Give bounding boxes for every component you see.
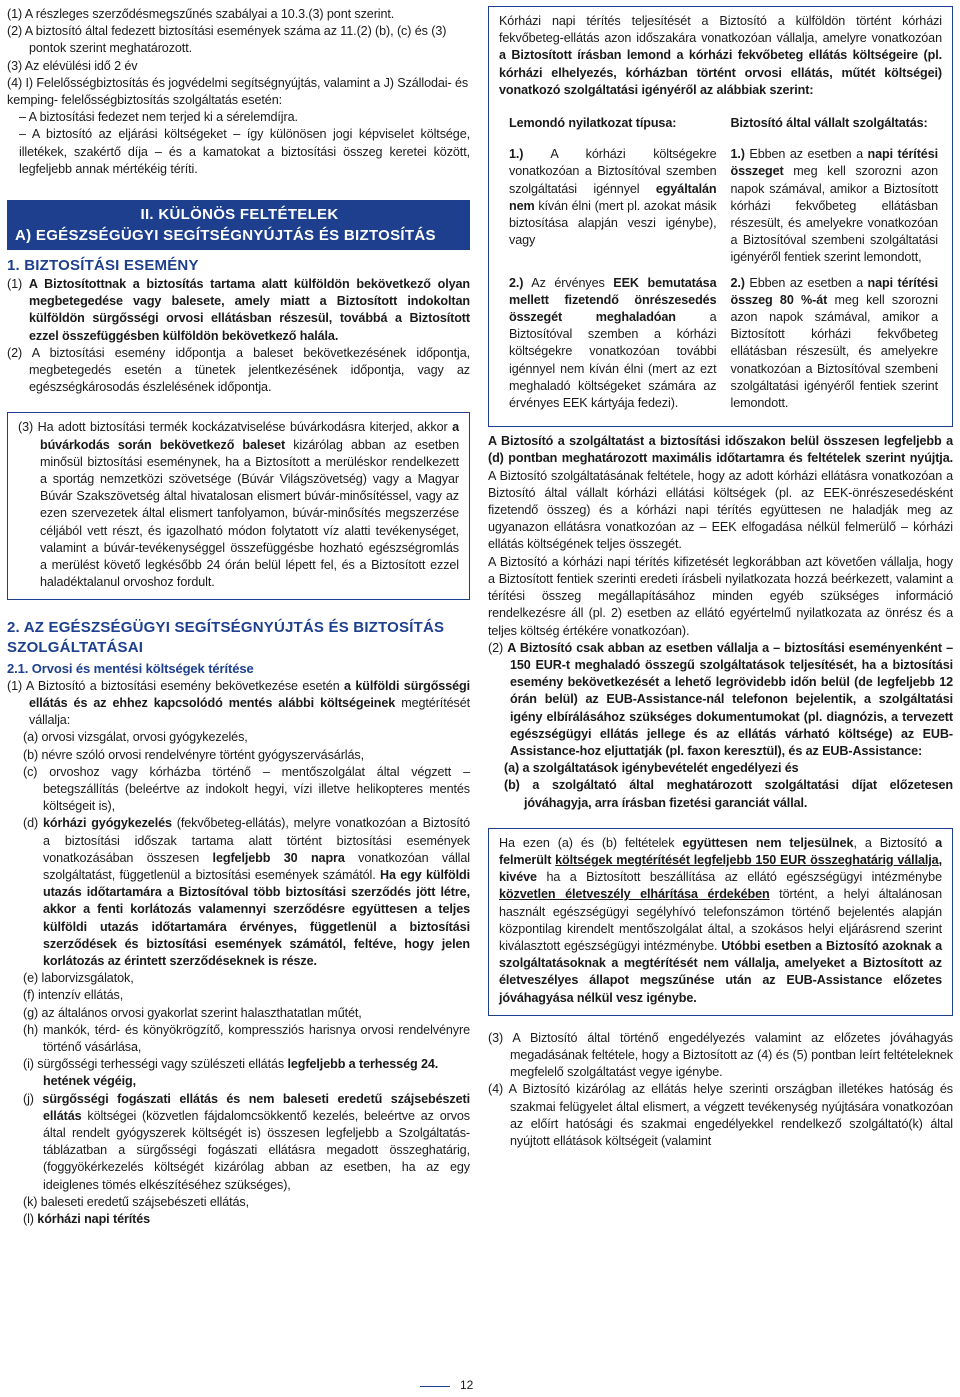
- subsection-2-1-heading: 2.1. Orvosi és mentési költségek térítése: [7, 661, 254, 677]
- assistance-condition: (2) A Biztosító csak abban az esetben vállalja a – biztosítási eseményenként – 150 EUR-t meghaladó összegű szolgáltatások teljesítését, ha a biztosítási esemény bekövetkezését a lehető legrövidebb időn belül (de legfeljebb 12 órán belül) az EUB-Assistance-nál telefonon bejelentik, a szolgáltatási igény elbírálásához szükséges dokumentumokat (pl. diagnózis, a tervezett egészségügyi ellátás jellege és az ellátás várható költsége) az EUB-Assistance-hoz eljuttatják (pl. faxon keresztül), és az EUB-Assistance:: [488, 640, 953, 758]
- limit-rule: Ha ezen (a) és (b) feltételek együttesen nem teljesülnek, a Biztosító a felmerült költségek megtérítését legfeljebb 150 EUR összeghatárig vállalja, kivéve ha a Biztosított beszállítása az ellátó egészségügyi intézménybe közvetlen életveszély elhárítása érdekében történt, a helyi általánosan használt egészségügyi segélyhívó telefonszámon történő bejelentés alapján központilag kirendelt mentőszolgálat által, a szokásos helyi eljárásrend szerint kiválasztott egészségügyi intézménybe. Utóbbi esetben a Biztosító azoknak a szolgáltatásoknak a megtérítését nem vállalja, amelyeket a Biztosított az életveszélyes állapot megszűnése után az EUB-Assistance előzetes jóváhagyása nélkül vesz igénybe.: [499, 835, 942, 1005]
- banner-subtitle: A) EGÉSZSÉGÜGYI SEGÍTSÉGNYÚJTÁS ÉS BIZTOSÍTÁS: [15, 227, 436, 245]
- line-liability-intro: (4) I) Felelősségbiztosítás és jogvédelmi segítségnyújtás, valamint a J) Szállodai- és kemping- felelősségbiztosítás szolgáltatás esetén:: [7, 75, 469, 108]
- line-limitation-period: (3) Az elévülési idő 2 év: [7, 58, 138, 73]
- recognized-provider: (4) A Biztosító kizárólag az ellátás helye szerinti országban illetékes hatóság és szakmai felügyelet által elismert, a végzett tevékenység nyújtására vonatkozóan az előírt hatósági és szakmai engedélyekkel rendelkező szolgáltató(k) által nyújtott ellátások költségeit (valamint: [488, 1082, 953, 1148]
- special-conditions-banner: [7, 200, 470, 250]
- section-1-heading: 1. BIZTOSÍTÁSI ESEMÉNY: [7, 257, 199, 275]
- page-number: 12: [460, 1378, 474, 1392]
- banner-title: II. KÜLÖNÖS FELTÉTELEK: [140, 206, 339, 224]
- limit-box: [488, 828, 953, 1016]
- costs-intro: (1) A Biztosító a biztosítási esemény bekövetkezése esetén a külföldi sürgősségi ellátás és az ehhez kapcsolódó mentés alábbi költségeinek megtérítését vállalja:: [7, 678, 470, 728]
- item-c: (c) orvoshoz vagy kórházba történő – mentőszolgálat által végzett – betegszállítás (beleértve az indokolt hegyi, vízi illetve helikopteres mentés költségeit is),: [23, 764, 470, 814]
- item-b: (b) névre szóló orvosi rendelvényre történt gyógyszervásárlás,: [23, 747, 364, 762]
- service-header: Biztosító által vállalt szolgáltatás:: [730, 116, 928, 131]
- left-column: [7, 6, 470, 1228]
- waiver-type-2: 2.) Az érvényes EEK bemutatása mellett fizetendő önrészesedés összegét meghaladóan a Biztosítóval szemben a kórházi költségekre vonatkozóan további igénnyel nem kíván élni (mert az ezt meghaladó költségeket számára az érvényes EEK kártyája fedezi).: [509, 275, 717, 411]
- condition-b: (b) a szolgáltató által meghatározott szolgáltatási díjat előzetesen jóváhagyja, arra írásban fizetési garanciát vállal.: [504, 778, 953, 810]
- event-time-definition: (2) A biztosítási esemény időpontja a baleset bekövetkezésének időpontja, megbetegedés esetén a tünetek jelentkezésének időpontja, vagy az egészségkárosodás észlelésének időpontja.: [7, 345, 470, 395]
- waiver-type-1: 1.) A kórházi költségekre vonatkozóan a Biztosítóval szemben szolgáltatási igénnyel egyáltalán nem kíván élni (mert pl. azokat másik biztosítása alapján veszi igénybe), vagy: [509, 147, 717, 248]
- daily-allowance-intro: Kórházi napi térítés teljesítését a Biztosító a külföldön történt kórházi fekvőbeteg-ellátás azon időszakára vonatkozóan vállalja, amelyre vonatkozóan a Biztosított írásban lemond a kórházi fekvőbeteg ellátás költségeire (pl. kórházi elhelyezés, kórházban történt orvosi ellátás, műtét költségei) vonatkozó szolgáltatási igényéről az alábbiak szerint:: [499, 14, 942, 97]
- condition-a: (a) a szolgáltatások igénybevételét engedélyezi és: [504, 761, 799, 776]
- approval-condition: (3) A Biztosító által történő engedélyezés valamint az előzetes jóváhagyás megadásának feltétele, hogy a Biztosított az (4) és (5) pontban leírt feltételeknek megfelelő szolgáltatást vegye igénybe.: [488, 1030, 953, 1080]
- item-l: (l) kórházi napi térítés: [23, 1211, 151, 1226]
- max-duration-paragraph: A Biztosító a szolgáltatást a biztosítási időszakon belül összesen legfeljebb a (d) pontban meghatározott maximális időtartamra és feltételek szerint nyújtja. A Biztosító szolgáltatásának feltétele, hogy az adott kórházi ellátásra vonatkozóan a Biztosító által vállalt kórházi ellátási költségek (pl. az EEK-önrészesedésként fizetendő összeg) és a kórházi napi térítés együttesen ne haladják meg az ugyanazon ellátásra vonatkozóan az – EEK elfogadása nélkül felmerülő – kórházi ellátás költségének teljes összegét.: [488, 434, 953, 552]
- service-1: 1.) Ebben az esetben a napi térítési összeget meg kell szorozni azon napok számával, amikor a Biztosított kórházi fekvőbeteg ellátásban részesült, és amelyekre vonatkozóan a Biztosítóval szembeni szolgáltatási igényéről fentiek szerint lemondott,: [730, 147, 938, 265]
- line-procedural-costs: – A biztosító az eljárási költségeket – így különösen jogi képviselet költsége, illetékek, szakértő díja – és a kamatokat a biztosítási összeg keretei között, legfeljebb annak mértékéig téríti.: [19, 127, 470, 176]
- item-e: (e) laborvizsgálatok,: [23, 971, 134, 986]
- waiver-table: [499, 107, 942, 418]
- item-f: (f) intenzív ellátás,: [23, 988, 124, 1003]
- payment-timing-paragraph: A Biztosító a kórházi napi térítés kifizetését legkorábban azt követően vállalja, hogy a Biztosított fentiek szerinti eredeti írásbeli nyilatkozata hozzá beérkezett, valamint a térítési összeg megállapításához minden egyéb szükséges információ rendelkezésre áll (pl. 2) esetben az ellátó egyértelmű nyilatkozata az önrész és a teljes költség értékére vonatkozóan).: [488, 554, 953, 638]
- service-2: 2.) Ebben az esetben a napi térítési összeg 80 %-át meg kell szorozni azon napok számával, amikor a Biztosított kórházi fekvőbeteg ellátásban részesült, és amelyekre vonatkozóan a Biztosítóval szembeni szolgáltatási igényéről fentiek szerint lemondott.: [730, 275, 938, 411]
- item-j: (j) sürgősségi fogászati ellátás és nem baleseti eredetű szájsebészeti ellátás költségei (közvetlen fájdalomcsökkentő kezelés, beleértve az orvos által rendelt gyógyszerek költségét is) összesen legfeljebb a Szolgáltatás-táblázatban a sürgősségi fogászati ellátásra megadott összeghatárig, (foggyökérkezelés költségét kizárólag abban az esetben, ha az egy ideiglenes tömés elkészítéséhez szükséges),: [23, 1091, 470, 1192]
- item-g: (g) az általános orvosi gyakorlat szerint halaszthatatlan műtét,: [23, 1005, 362, 1020]
- diving-rule: (3) Ha adott biztosítási termék kockázatviselése búvárkodásra kiterjed, akkor a búvárkodás során bekövetkező baleset kizárólag abban az esetben minősül biztosítási eseménynek, ha a Biztosított a merüléskor rendelkezett a sportág nemzetközi szövetsége (Búvár Világszövetség) vagy a Magyar Búvár Szakszövetség által hivatalosan elismert búvár-minősítéssel, vagy az ezen szervezetek által elismert tanfolyamon, búvár-minősítés megszerzése céljából vett részt, és igazolható módon folytatott víz alatti tevékenységet, valamint a búvár-tevékenységgel összefüggésbe hozható egészségromlás a merülést követő legkésőbb 24 órán belül lépett fel, és a Biztosított ezzel haladéktalanul orvoshoz fordult.: [18, 420, 459, 590]
- daily-allowance-box: [488, 6, 953, 427]
- page-number-rule: [420, 1386, 450, 1387]
- item-i: (i) sürgősségi terhességi vagy szülészeti ellátás legfeljebb a terhesség 24. hetének végéig,: [23, 1057, 439, 1089]
- waiver-table-header: [499, 107, 942, 144]
- waiver-type-header: Lemondó nyilatkozat típusa:: [509, 116, 677, 131]
- item-d: (d) kórházi gyógykezelés (fekvőbeteg-ellátás), melyre vonatkozóan a Biztosító a biztosítási időszak tartama alatt történt biztosítási események vonatkozásában összesen legfeljebb 30 napra vonatkozóan vállal szolgáltatást, függetlenül a biztosítási események számától. Ha egy külföldi utazás időtartamára a Biztosítóval több biztosítási szerződés jött létre, akkor a fenti korlátozás valamennyi szerződésre együttesen a teljes külföldi utazás időtartamára érvényes, függetlenül a biztosítási szerződések és biztosítási események számától, feltéve, hogy jelen korlátozás az érintett szerződéseknek is része.: [23, 816, 471, 968]
- waiver-table-row: [499, 144, 942, 272]
- section-2-heading: 2. AZ EGÉSZSÉGÜGYI SEGÍTSÉGNYÚJTÁS ÉS BIZTOSÍTÁS SZOLGÁLTATÁSAI: [7, 619, 445, 657]
- item-a: (a) orvosi vizsgálat, orvosi gyógykezelés,: [23, 730, 248, 745]
- line-covered-events: (2) A biztosító által fedezett biztosítási események száma az 11.(2) (b), (c) és (3) pontok szerint meghatározott.: [7, 24, 447, 56]
- line-no-nonpecuniary: – A biztosítási fedezet nem terjed ki a sérelemdíjra.: [19, 110, 298, 125]
- item-k: (k) baleseti eredetű szájsebészeti ellátás,: [23, 1194, 250, 1209]
- insured-event-definition: (1) A Biztosítottnak a biztosítás tartama alatt külföldön bekövetkező olyan megbetegedése vagy balesete, amely miatt a Biztosított indokoltan külföldön sürgősségi orvosi ellátásban részesül, továbbá a Biztosított ezzel összefüggésben külföldön bekövetkező halála.: [7, 277, 470, 343]
- diving-box: [7, 412, 470, 600]
- right-column: [488, 6, 953, 1150]
- item-h: (h) mankók, térd- és könyökrögzítő, kompressziós harisnya orvosi rendelvényre történő vásárlása,: [23, 1022, 470, 1054]
- line-partial-termination: (1) A részleges szerződésmegszűnés szabályai a 10.3.(3) pont szerint.: [7, 7, 395, 21]
- waiver-table-row: [499, 273, 942, 419]
